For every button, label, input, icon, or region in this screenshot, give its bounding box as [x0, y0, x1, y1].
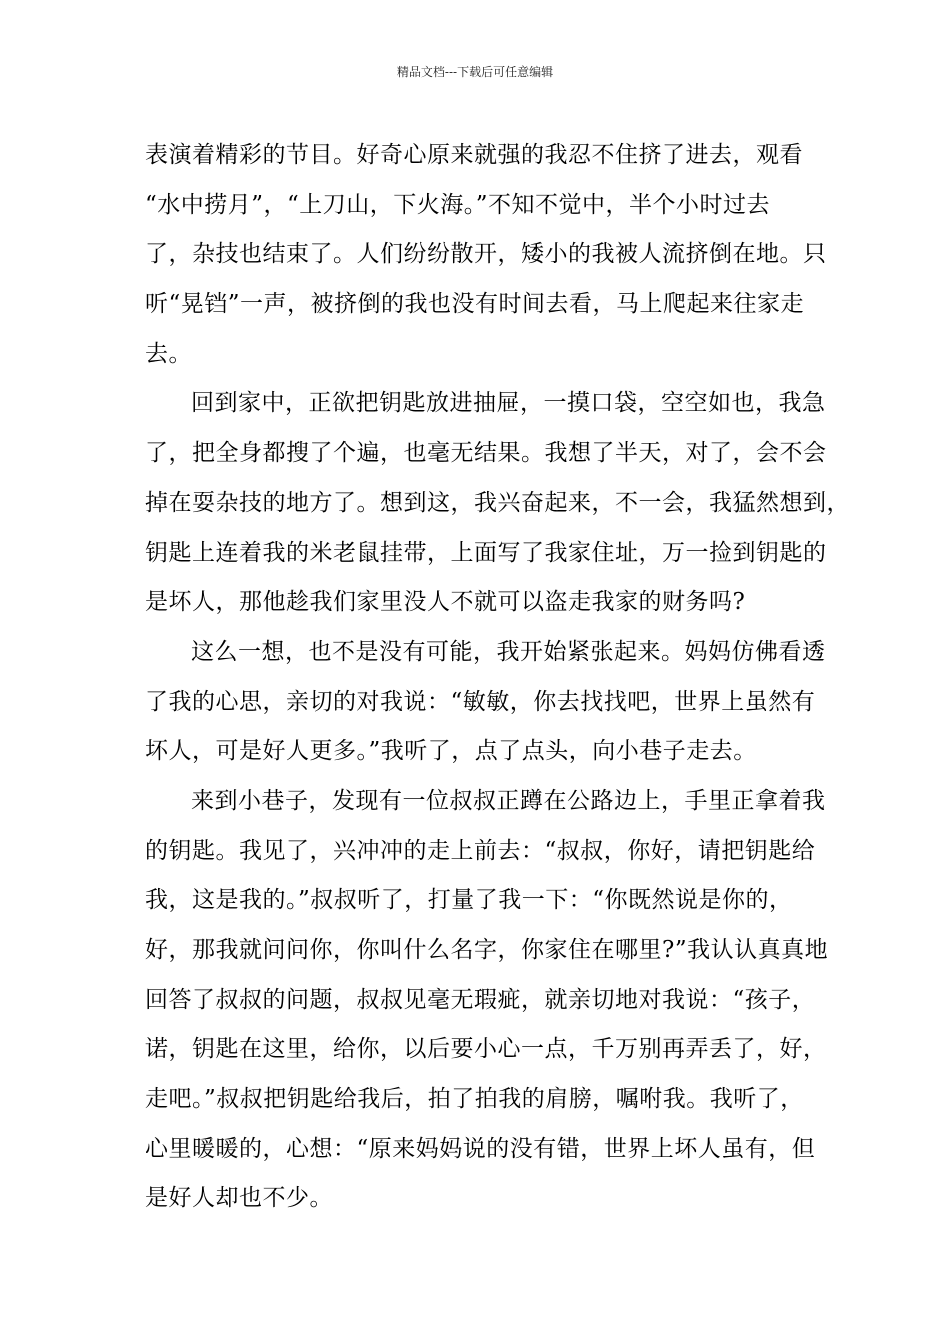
text-line: 去。: [145, 340, 192, 367]
text-line: 了我的心思，亲切的对我说：“敏敏，你去找找吧，世界上虽然有: [145, 688, 816, 715]
text-line: 好，那我就问问你，你叫什么名字，你家住在哪里?”我认认真真地: [145, 937, 829, 963]
text-line: 听“晃铛”一声，被挤倒的我也没有时间去看，马上爬起来往家走: [145, 291, 805, 318]
text-line: 表演着精彩的节目。好奇心原来就强的我忍不住挤了进去，观看: [145, 142, 803, 168]
text-line: 是好人却也不少。: [145, 1185, 333, 1212]
body-text: [145, 131, 850, 1224]
text-line: 钥匙上连着我的米老鼠挂带，上面写了我家住址，万一捡到钥匙的: [145, 539, 827, 566]
text-line: “水中捞月”，“上刀山，下火海。”不知不觉中，半个小时过去: [145, 191, 771, 218]
text-line: 坏人，可是好人更多。”我听了，点了点头，向小巷子走去。: [145, 738, 757, 765]
text-line: 我，这是我的。”叔叔听了，打量了我一下：“你既然说是你的，: [145, 887, 793, 914]
text-line: 的钥匙。我见了，兴冲冲的走上前去：“叔叔，你好，请把钥匙给: [145, 837, 816, 864]
paragraph-first-line: 来到小巷子，发现有一位叔叔正蹲在公路边上，手里正拿着我: [191, 787, 826, 814]
text-line: 了，把全身都搜了个遍，也毫无结果。我想了半天，对了，会不会: [145, 440, 827, 467]
text-line: 回答了叔叔的问题，叔叔见毫无瑕疵，就亲切地对我说：“孩子，: [145, 986, 816, 1013]
text-line: 掉在耍杂技的地方了。想到这，我兴奋起来，不一会，我猛然想到，: [145, 489, 850, 516]
paragraph-first-line: 这么一想，也不是没有可能，我开始紧张起来。妈妈仿佛看透: [191, 638, 826, 665]
text-line: 心里暖暖的，心想：“原来妈妈说的没有错，世界上坏人虽有，但: [145, 1135, 816, 1162]
text-line: 诺，钥匙在这里，给你，以后要小心一点，千万别再弄丢了，好，: [145, 1036, 827, 1063]
page-header: 精品文档---下载后可任意编辑: [396, 65, 554, 79]
text-line: 是坏人，那他趁我们家里没人不就可以盗走我家的财务吗?: [145, 589, 746, 616]
text-line: 了，杂技也结束了。人们纷纷散开，矮小的我被人流挤倒在地。只: [145, 241, 827, 268]
paragraph-first-line: 回到家中，正欲把钥匙放进抽屉，一摸口袋，空空如也，我急: [191, 390, 826, 417]
text-line: 走吧。”叔叔把钥匙给我后，拍了拍我的肩膀，嘱咐我。我听了，: [145, 1086, 804, 1113]
